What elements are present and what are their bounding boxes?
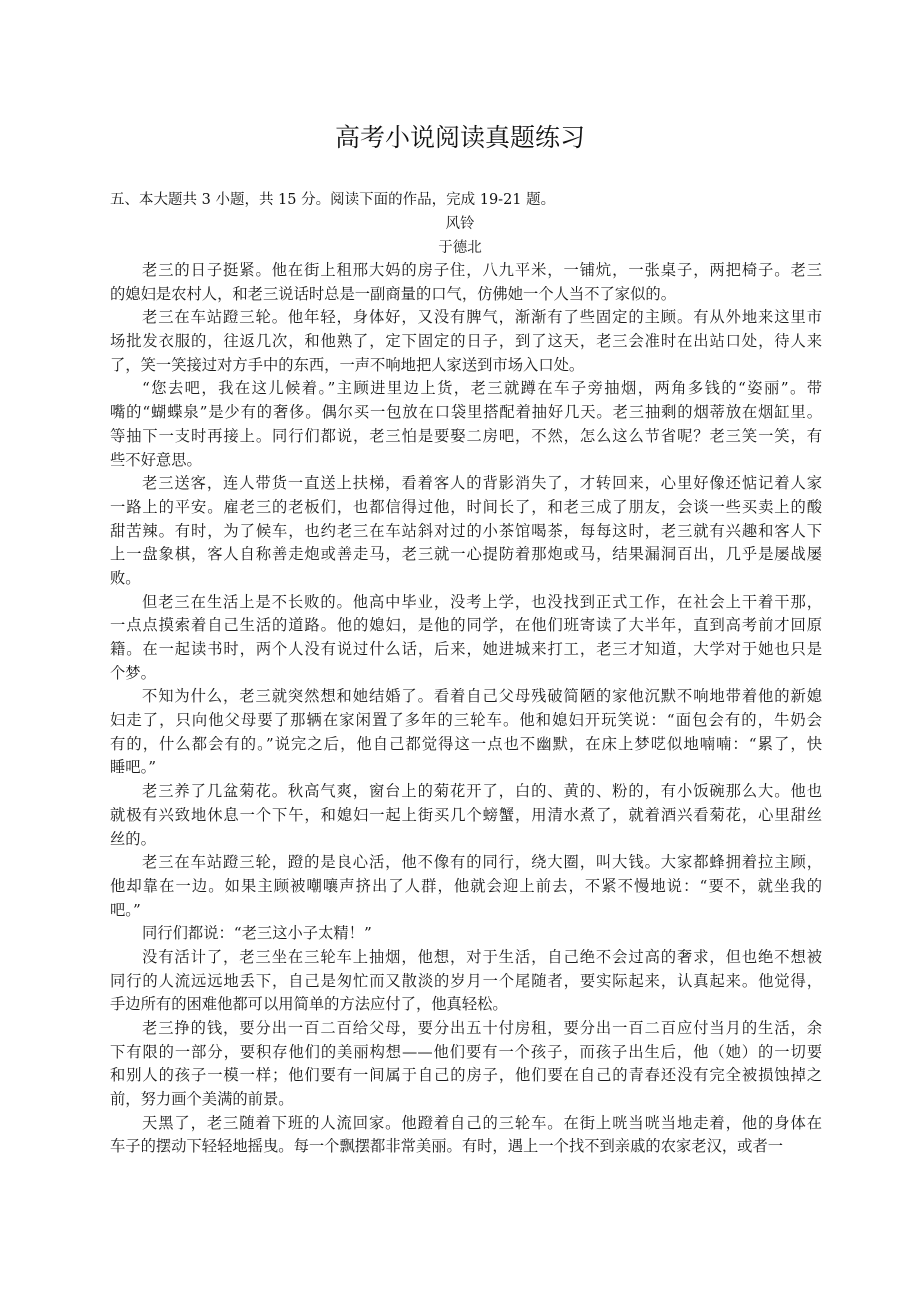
paragraph [110,259,822,306]
paragraph-line: 老三在车站蹬三轮。他年轻，身体好，又没有脾气，渐渐有了些固定的主顾。有从外地来这里市 [142,308,822,327]
paragraph-line: 车子的摆动下轻轻地摇曳。每一个飘摆都非常美丽。有时，遇上一个找不到亲戚的农家老汉，或者一 [110,1137,784,1156]
paragraph-line: 一路上的平安。雇老三的老板们，也都信得过他，时间长了，和老三成了朋友，会谈一些买卖上的酸 [110,497,822,516]
page-title: 高考小说阅读真题练习 [334,123,585,152]
paragraph-line: 老三的日子挺紧。他在街上租邢大妈的房子住，八九平米，一铺炕，一张桌子，两把椅子。老三 [142,261,822,279]
paragraph-line: 没有活计了，老三坐在三轮车上抽烟，他想，对于生活，自己绝不会过高的奢求，但也绝不想被 [142,947,822,966]
paragraph-line: 甜苦辣。有时，为了候车，也约老三在车站斜对过的小茶馆喝茶，每每这时，老三就有兴趣和客人下 [110,521,822,540]
paragraph-line: 老三养了几盆菊花。秋高气爽，窗台上的菊花开了，白的、黄的、粉的，有小饭碗那么大。他也 [142,782,822,801]
paragraph-line: 丝的。 [110,829,156,848]
story-author: 于德北 [438,240,482,256]
paragraph [110,472,822,590]
paragraph-line: 同行的人流远远地丢下，自己是匆忙而又散淡的岁月一个尾随者，要实际起来，认真起来。他觉得， [110,971,822,990]
paragraph-line: 嘴的“蝴蝶泉”是少有的奢侈。偶尔买一包放在口袋里搭配着抽好几天。老三抽剩的烟蒂放在烟缸里。 [110,403,822,422]
paragraph [110,377,822,472]
paragraph-line: 老三挣的钱，要分出一百二百给父母，要分出五十付房租，要分出一百二百应付当月的生活，余 [142,1019,822,1037]
paragraph-line: 籍。在一起读书时，两个人没有说过什么话，后来，她进城来打工，老三才知道，大学对于她也只是 [110,640,822,658]
paragraph-line: 同行们都说：“老三这小子太精！” [142,924,372,943]
paragraph-line: 就极有兴致地休息一个下午，和媳妇一起上街买几个螃蟹，用清水煮了，就着酒兴看菊花，心里甜丝 [110,805,822,824]
paragraph-line: 场批发衣服的，往返几次，和他熟了，定下固定的日子，到了这天，老三会准时在出站口处，待人来 [110,332,822,351]
paragraph-line: 前，努力画个美满的前景。 [110,1090,294,1109]
paragraph-line: 吧。” [110,900,141,919]
paragraph-line: 有的，什么都会有的。”说完之后，他自己都觉得这一点也不幽默，在床上梦呓似地喃喃：“累了，快 [110,734,822,753]
paragraph-line: 但老三在生活上是不长败的。他高中毕业，没考上学，也没找到正式工作，在社会上干着干那， [142,592,822,611]
paragraph-line: 下有限的一部分，要积存他们的美丽构想——他们要有一个孩子，而孩子出生后，他（她）的一切要 [110,1042,822,1061]
paragraph [110,306,822,377]
paragraph-line: 些不好意思。 [110,450,202,469]
paragraph [110,591,822,686]
story-body [110,259,822,1159]
paragraph-line: 的媳妇是农村人，和老三说话时总是一副商量的口气，仿佛她一个人当不了家似的。 [110,284,676,303]
paragraph-line: 等抽下一支时再接上。同行们都说，老三怕是要娶二房吧，不然，怎么这么节省呢？老三笑一笑，有 [110,426,822,445]
paragraph [110,685,822,780]
paragraph-line: 睡吧。” [110,758,157,777]
paragraph [110,946,822,1017]
paragraph-line: 手边所有的困难他都可以用简单的方法应付了，他真轻松。 [110,995,508,1014]
paragraph-line: 上一盘象棋，客人自称善走炮或善走马，老三就一心提防着那炮或马，结果漏洞百出，几乎是屡战屡 [110,545,822,564]
paragraph-line: 妇走了，只向他父母要了那辆在家闲置了多年的三轮车。他和媳妇开玩笑说：“面包会有的，牛奶会 [110,711,822,730]
paragraph [110,1112,822,1159]
paragraph-line: 不知为什么，老三就突然想和她结婚了。看着自己父母残破简陋的家他沉默不响地带着他的新媳 [142,687,822,706]
paragraph [110,851,822,922]
paragraph-line: 天黑了，老三随着下班的人流回家。他蹬着自己的三轮车。在街上咣当咣当地走着，他的身体在 [142,1113,822,1132]
paragraph [110,922,822,946]
story-title: 风铃 [445,216,475,232]
paragraph-line: 一点点摸索着自己生活的道路。他的媳妇，是他的同学，在他们班寄读了大半年，直到高考前才回原 [110,616,822,635]
paragraph-line: “您去吧，我在这儿候着。”主顾进里边上货，老三就蹲在车子旁抽烟，两角多钱的“姿丽”。带 [142,379,822,398]
paragraph-line: 了，笑一笑接过对方手中的东西，一声不响地把人家送到市场入口处。 [110,355,585,374]
paragraph-line: 老三送客，连人带货一直送上扶梯，看着客人的背影消失了，才转回来，心里好像还惦记着人家 [142,474,822,493]
paragraph-line: 和别人的孩子一模一样；他们要有一间属于自己的房子，他们要在自己的青春还没有完全被损蚀掉之 [110,1066,822,1085]
question-instructions: 五、本大题共 3 小题，共 15 分。阅读下面的作品，完成 19-21 题。 [110,192,556,208]
paragraph-line: 他却靠在一边。如果主顾被嘲嚷声挤出了人群，他就会迎上前去，不紧不慢地说：“要不，就坐我的 [110,876,822,895]
paragraph-line: 个梦。 [110,663,156,682]
paragraph [110,1017,822,1112]
paragraph-line: 败。 [110,568,141,587]
paragraph [110,780,822,851]
paragraph-line: 老三在车站蹬三轮，蹬的是良心活，他不像有的同行，绕大圈，叫大钱。大家都蜂拥着拉主顾， [142,853,822,872]
